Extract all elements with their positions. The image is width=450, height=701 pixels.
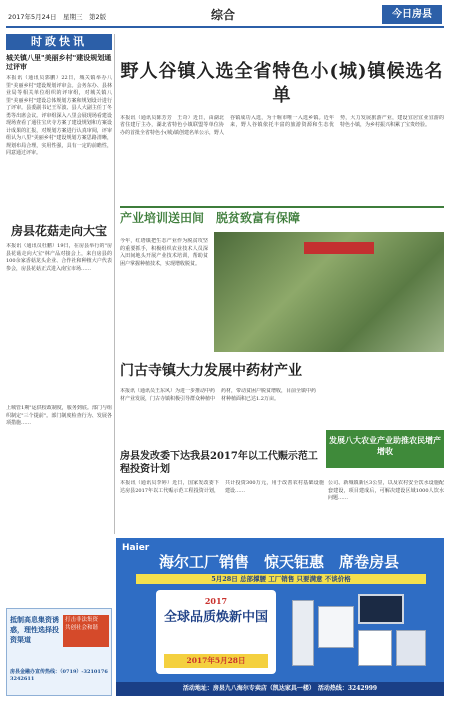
news-brief-title: 时政快讯	[6, 34, 112, 50]
left-ad-slogan1: 抵制高息集资诱惑，理性选择投资渠道	[10, 615, 59, 644]
herb-body: 本报讯（通讯员王东风）为进一步推动中药材产业发展，门古寺镇积极引导群众种植中药材，带动贫困户脱贫增收，目前全镇中药材种植面积已达1.2万亩。	[120, 388, 316, 402]
agri-highlight-box: 发展八大农业产业助推农民增产增收	[326, 430, 444, 468]
section-title: 综合	[211, 8, 236, 22]
ad-badge	[156, 590, 276, 674]
herb-title: 门古寺镇大力发展中药材产业	[120, 363, 302, 379]
haier-advertisement	[116, 538, 444, 696]
industry-title: 产业培训送田间 脱贫致富有保障	[120, 211, 301, 225]
ad-footer: 活动地址：房县九八海尔专卖店（凯达家具一楼） 活动热线：3242999	[116, 682, 444, 696]
industry-caption: 今年，红塔镇把生态产业作为脱贫攻坚的重要抓手，积极组织农业技术人员深入田间地头开展产业技术培训，帮助贫困户掌握种植技术，实现增收脱贫。	[120, 238, 208, 267]
left-column	[6, 34, 112, 339]
news3-body: 上城管1期"运供校政制度，服务到底。部门与组织制定"三个提前"。部门制度检查行为、发展各项措施……	[6, 405, 112, 426]
field-training-photo	[214, 232, 444, 352]
newspaper-logo: 今日房县	[382, 5, 442, 24]
reform-story	[120, 450, 324, 536]
column-divider	[114, 34, 115, 534]
ad-subline: 5月28日 总部撑腰 工厂销售 只要满意 不谈价格	[136, 574, 426, 584]
ad-badge-date: 2017年5月28日	[164, 654, 268, 668]
reform-body: 本报讯（通讯员李婷）近日，国家发改委下达房县2017年以工代赈示范工程投资计划，共计投资300万元，用于改善农村基础设施建设……	[120, 480, 324, 494]
washer-shape	[318, 606, 354, 648]
industry-story	[120, 206, 444, 354]
news1-body: 本报讯（通讯员郭鹏）22日，城关镇举办八里"美丽乡村"建设规划评审会。会务东办、县林业局等相关单位组织的评审组，对城关镇八里"美丽乡村"建设总体规划方案和规划设计进行了评审。县委副书记王军波、县人大副主任丁冬勇等出席会议。评审组深入八里会展现场看建设现场查看了通往宝庆寺方案了建设规划和方案设计成果的汇报，对规划方案进行认真审阅，评审组认为八里"美丽乡村"建设规划方案思路清晰，规划布局合理，实用性强，具有一定的前瞻性，同意通过评审。	[6, 75, 112, 157]
freezer-shape	[396, 630, 426, 666]
herb-story	[120, 358, 444, 457]
issue-date: 2017年5月24日 星期三 第2版	[8, 13, 107, 21]
ad-badge-year: 2017	[204, 596, 228, 606]
news2-title: 房县花菇走向大宝	[10, 224, 107, 239]
page-header	[6, 4, 444, 28]
ad-headline: 海尔工厂销售 惊天钜惠 席卷房县	[158, 553, 399, 571]
lead-body: 本报讯（通讯员陈芳芳 王奇）近日，由湖北省住建厅主办，湖北省特色小镇联盟等单位协办的首批全省特色小(城)镇创建名单公示，野人谷镇成功入选，为十堰市唯一入选乡镇。近年来，野人谷镇依托丰富的旅游资源和生态优势，大力发展旅游产业，建设宜居宜业宜游的特色小镇，为乡村振兴积累了宝贵经验。	[120, 114, 444, 136]
news1-title: 城关镇八里"美丽乡村"建设规划通过评审	[6, 54, 112, 72]
reform-title: 房县发改委下达我县2017年以工代赈示范工程投资计划	[120, 451, 318, 475]
herb-right-text	[326, 358, 444, 388]
appliance-lineup	[292, 590, 432, 674]
haier-logo: Haier	[122, 543, 150, 553]
ad-badge-slogan: 全球品质焕新中国	[163, 609, 268, 625]
banner-shape	[304, 242, 374, 254]
fridge-shape	[292, 600, 314, 666]
left-ad-box	[6, 608, 112, 696]
reform-right-body: 公司、新城镇新区3公里，以及农村安全饮水设施配套建设，项目建成后，可解决建设区域1000人饮水问题……	[328, 480, 444, 501]
lead-story	[120, 60, 444, 177]
ac-shape	[358, 630, 392, 666]
news2-body: 本报讯（通讯员杜鹏）19日，在房县举行的"房县花菇走向大宝"林产品对接会上，来自房县的100余家香菇龙头企业、合作社和种植大户代表参会，房县花菇正式进入南宝市场……	[6, 243, 112, 272]
left-ad-slogan2: 打击非法集资 共创社会和谐	[63, 615, 109, 647]
lead-title: 野人谷镇入选全省特色小(城)镇候选名单	[120, 61, 444, 107]
left-ad-hotline: 房县金融办宣传热线：（0719）-3210176 3242611	[10, 669, 113, 682]
tv-shape	[358, 594, 404, 624]
